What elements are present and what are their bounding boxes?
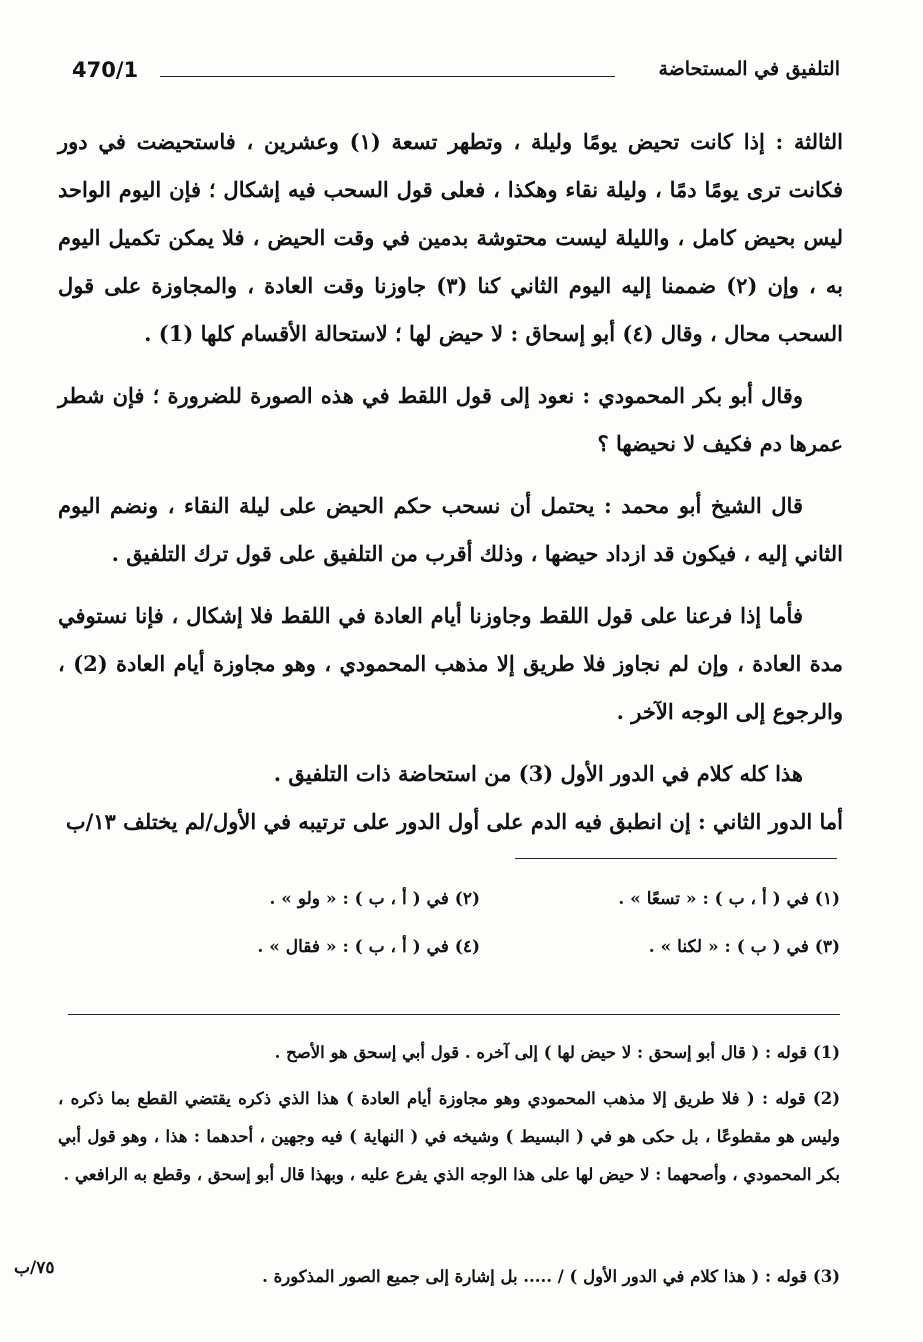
page-number: 470/1 (72, 58, 139, 82)
variant-note: (٢) في ( أ ، ب ) : « ولو » . (269, 889, 480, 909)
paragraph-mahmudi: وقال أبو بكر المحمودي : نعود إلى قول اللقط في هذه الصورة للضرورة ؛ فإن شطر عمرها دم فكيف لا نحيضها ؟ (58, 383, 843, 456)
paragraph-third-case: الثالثة : إذا كانت تحيض يومًا وليلة ، وتطهر تسعة (١) وعشرين ، فاستحيضت في دور فكانت ترى يومًا دمًا ، وليلة نقاء وهكذا ، فعلى قول السحب فيه إشكال ؛ فإن اليوم الواحد ليس بحيض كامل ، والليلة ليست محتوشة بدمين في وقت الحيض ، فلا يمكن تكميل اليوم به ، وإن (٢) ضممنا إليه اليوم الثاني كنا (٣) جاوزنا وقت العادة ، والمجاوزة على قول السحب محال ، وقال (٤) أبو إسحاق : لا حيض لها ؛ لاستحالة الأقسام كلها (1) . (58, 129, 843, 346)
variant-note: (٣) في ( ب ) : « لكنا » . (648, 937, 840, 957)
commentary-note: (2) قوله : ( فلا طريق إلا مذهب المحمودي وهو مجاوزة أيام العادة ) هذا الذي ذكره يقتضي القطع بما ذكره ، وليس هو مقطوعًا ، بل حكى هو في ( البسيط ) وشيخه في ( النهاية ) فيه وجهين ، أحدهما : هذا ، وهو قول أبي بكر المحمودي ، وأصحهما : لا حيض لها على هذا الوجه الذي يفرع عليه ، وبهذا قال أبو إسحق ، وقطع به الرافعي . (58, 1089, 840, 1184)
variant-note: (٤) في ( أ ، ب ) : « فقال » . (257, 937, 480, 957)
commentary-note: (1) قوله : ( قال أبو إسحق : لا حيض لها ) إلى آخره . قول أبي إسحق هو الأصح . (274, 1043, 840, 1062)
paragraph-laqt: فأما إذا فرعنا على قول اللقط وجاوزنا أيام العادة في اللقط فلا إشكال ، فإنا نستوفي مدة العادة ، وإن لم نجاوز فلا طريق إلا مذهب المحمودي ، وهو مجاوزة أيام العادة (2) ، والرجوع إلى الوجه الآخر . (58, 603, 844, 724)
paragraph-abu-muhammad: قال الشيخ أبو محمد : يحتمل أن نسحب حكم الحيض على ليلة النقاء ، ونضم اليوم الثاني إليه ، فيكون قد ازداد حيضها ، وذلك أقرب من التلفيق على قول ترك التلفيق . (58, 493, 843, 566)
variant-note: (١) في ( أ ، ب ) : « تسعًا » . (618, 889, 840, 909)
paragraph-second-cycle: أما الدور الثاني : إن انطبق فيه الدم على أول الدور على ترتيبه في الأول/لم يختلف ١٣/ب (65, 809, 843, 834)
header-rule (160, 76, 615, 77)
footnote-separator-long (68, 1014, 840, 1015)
running-title: التلفيق في المستحاضة (658, 58, 840, 80)
main-text (58, 118, 843, 812)
variant-notes (150, 880, 840, 966)
paragraph-first-cycle: هذا كله كلام في الدور الأول (3) من استحاضة ذات التلفيق . (273, 761, 803, 786)
commentary-note-last: (3) قوله : ( هذا كلام في الدور الأول ) / ..... بل إشارة إلى جميع الصور المذكورة . (262, 1267, 840, 1286)
commentary-notes (58, 1034, 840, 1202)
page-header (60, 58, 840, 94)
manuscript-folio-mark: ٧٥/ب (14, 1258, 55, 1278)
footnote-separator-short (515, 858, 837, 859)
